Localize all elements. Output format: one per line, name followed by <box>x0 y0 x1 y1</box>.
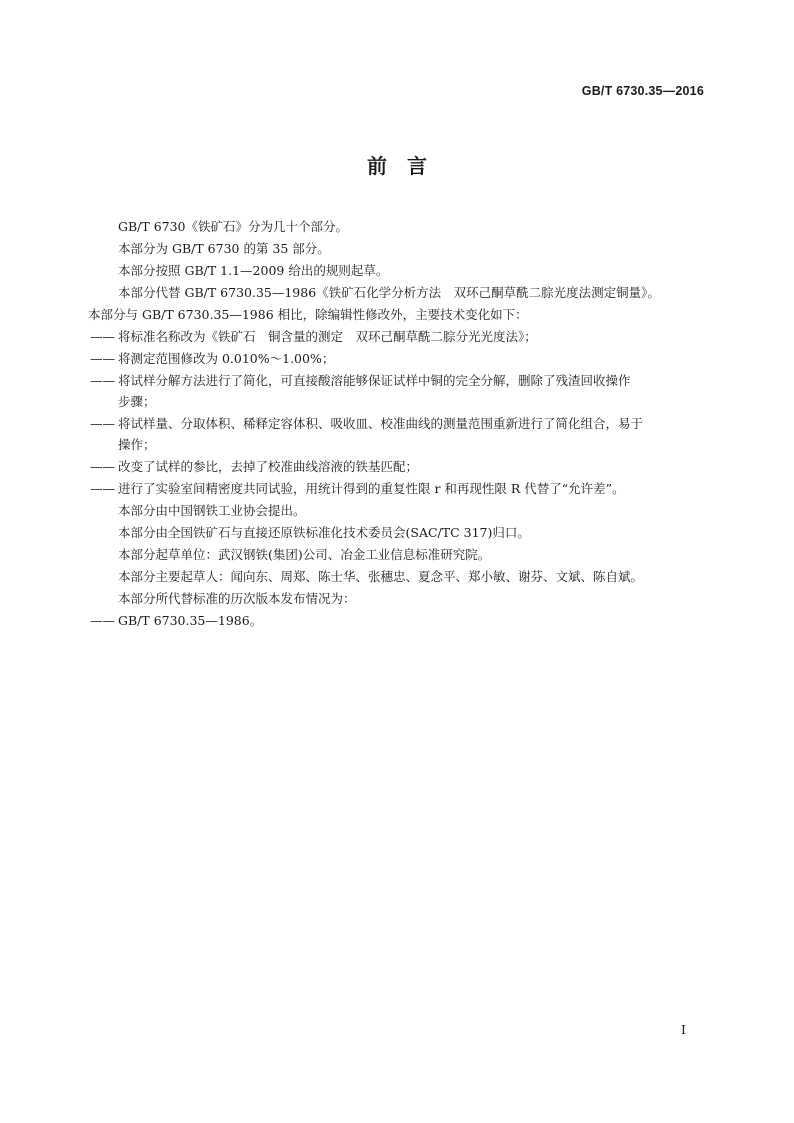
list-item-text-continued: 步骤； <box>118 394 156 409</box>
paragraph: GB/T 6730《铁矿石》分为几十个部分。 <box>118 219 349 234</box>
list-item-text: 将测定范围修改为 0.010%～1.00%； <box>118 351 335 366</box>
page-number: I <box>681 1022 686 1037</box>
list-item <box>90 348 710 369</box>
paragraph: 本部分与 GB/T 6730.35—1986 相比，除编辑性修改外，主要技术变化如下： <box>88 307 528 322</box>
list-item-text: 将试样分解方法进行了简化，可直接酸溶能够保证试样中铜的完全分解，删除了残渣回收操作 <box>118 373 631 388</box>
list-item-text: 将标准名称改为《铁矿石 铜含量的测定 双环己酮草酰二腙分光光度法》； <box>118 329 537 344</box>
list-dash: —— <box>90 373 115 388</box>
paragraph: 本部分主要起草人：闻向东、周郑、陈士华、张穗忠、夏念平、郑小敏、谢芬、文斌、陈自斌。 <box>118 569 644 584</box>
list-item-text: 进行了实验室间精密度共同试验，用统计得到的重复性限 r 和再现性限 R 代替了“允许差”。 <box>118 481 625 496</box>
paragraph: 本部分由全国铁矿石与直接还原铁标准化技术委员会(SAC/TC 317)归口。 <box>118 525 530 540</box>
paragraph: 本部分代替 GB/T 6730.35—1986《铁矿石化学分析方法 双环己酮草酰二腙光度法测定铜量》。 <box>118 285 660 300</box>
paragraph: 本部分按照 GB/T 1.1—2009 给出的规则起草。 <box>118 263 389 278</box>
history-item <box>90 610 710 631</box>
history-item-text: GB/T 6730.35—1986。 <box>118 613 263 628</box>
list-dash: —— <box>90 481 115 496</box>
list-item-text: 将试样量、分取体积、稀释定容体积、吸收皿、校准曲线的测量范围重新进行了简化组合，易于 <box>118 416 644 431</box>
list-dash: —— <box>90 416 115 431</box>
list-dash: —— <box>90 613 115 628</box>
list-item <box>90 456 710 477</box>
standard-code: GB/T 6730.35—2016 <box>581 84 704 98</box>
foreword-body <box>90 216 710 632</box>
list-item-text: 改变了试样的参比，去掉了校准曲线溶液的铁基匹配； <box>118 459 419 474</box>
paragraph: 本部分为 GB/T 6730 的第 35 部分。 <box>118 241 330 256</box>
page-title: 前 言 <box>367 154 427 178</box>
list-dash: —— <box>90 329 115 344</box>
list-dash: —— <box>90 351 115 366</box>
list-item <box>90 413 710 455</box>
paragraph: 本部分由中国钢铁工业协会提出。 <box>118 503 306 518</box>
list-item <box>90 326 710 347</box>
list-item <box>90 370 710 412</box>
list-item <box>90 478 710 499</box>
paragraph: 本部分所代替标准的历次版本发布情况为： <box>118 591 356 606</box>
paragraph: 本部分起草单位：武汉钢铁(集团)公司、冶金工业信息标准研究院。 <box>118 547 491 562</box>
list-dash: —— <box>90 459 115 474</box>
list-item-text-continued: 操作； <box>118 437 156 452</box>
